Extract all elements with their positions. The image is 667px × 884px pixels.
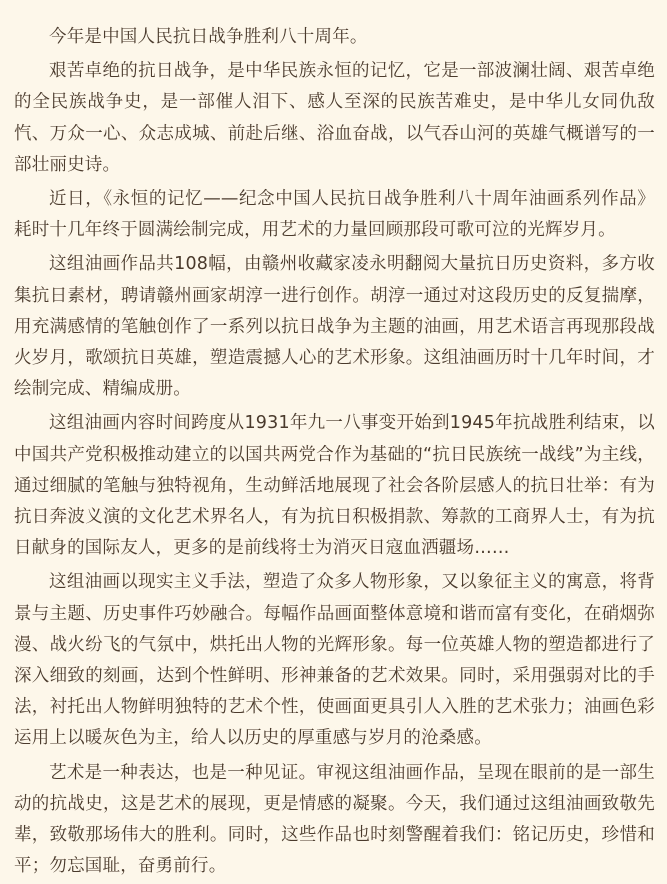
paragraph-6: 这组油画以现实主义手法，塑造了众多人物形象，又以象征主义的寓意，将背景与主题、历史事件巧妙融合。每幅作品画面整体意境和谐而富有变化，在硝烟弥漫、战火纷飞的气氛中，烘托出人物的光辉形象。每一位英雄人物的塑造都进行了深入细致的刻画，达到个性鲜明、形神兼备的艺术效果。同时，采用强弱对比的手法，衬托出人物鲜明独特的艺术个性，使画面更具引人入胜的艺术张力；油画色彩运用上以暖灰色为主，给人以历史的厚重感与岁月的沧桑感。 xyxy=(14,572,655,749)
paragraph-4: 这组油画作品共108幅，由赣州收藏家凌永明翻阅大量抗日历史资料，多方收集抗日素材，聘请赣州画家胡淳一进行创作。胡淳一通过对这段历史的反复揣摩，用充满感情的笔触创作了一系列以抗日战争为主题的油画，用艺术语言再现那段战火岁月，歌颂抗日英雄，塑造震撼人心的艺术形象。这组油画历时十几年时间，才绘制完成、精编成册。 xyxy=(14,254,655,400)
paragraph-3: 近日，《永恒的记忆——纪念中国人民抗日战争胜利八十周年油画系列作品》耗时十几年终于圆满绘制完成，用艺术的力量回顾那段可歌可泣的光辉岁月。 xyxy=(14,189,655,241)
paragraph-7: 艺术是一种表达，也是一种见证。审视这组油画作品，呈现在眼前的是一部生动的抗战史，这是艺术的展现，更是情感的凝聚。今天，我们通过这组油画致敬先辈，致敬那场伟大的胜利。同时，这些作品也时刻警醒着我们：铭记历史，珍惜和平；勿忘国耻，奋勇前行。 xyxy=(14,762,655,877)
paragraph-1: 今年是中国人民抗日战争胜利八十周年。 xyxy=(49,27,368,47)
paragraph-5: 这组油画内容时间跨度从1931年九一八事变开始到1945年抗战胜利结束，以中国共产党积极推动建立的以国共两党合作为基础的“抗日民族统一战线”为主线，通过细腻的笔触与独特视角，生动鲜活地展现了社会各阶层感人的抗日壮举：有为抗日奔波义演的文化艺术界名人，有为抗日积极捐款、筹款的工商界人士，有为抗日献身的国际友人，更多的是前线将士为消灭日寇血洒疆场…… xyxy=(14,413,655,559)
paragraph-2: 艰苦卓绝的抗日战争，是中华民族永恒的记忆，它是一部波澜壮阔、艰苦卓绝的全民族战争史，是一部催人泪下、感人至深的民族苦难史，是中华儿女同仇敌忾、万众一心、众志成城、前赴后继、浴血奋战，以气吞山河的英雄气概谱写的一部壮丽史诗。 xyxy=(14,61,655,175)
